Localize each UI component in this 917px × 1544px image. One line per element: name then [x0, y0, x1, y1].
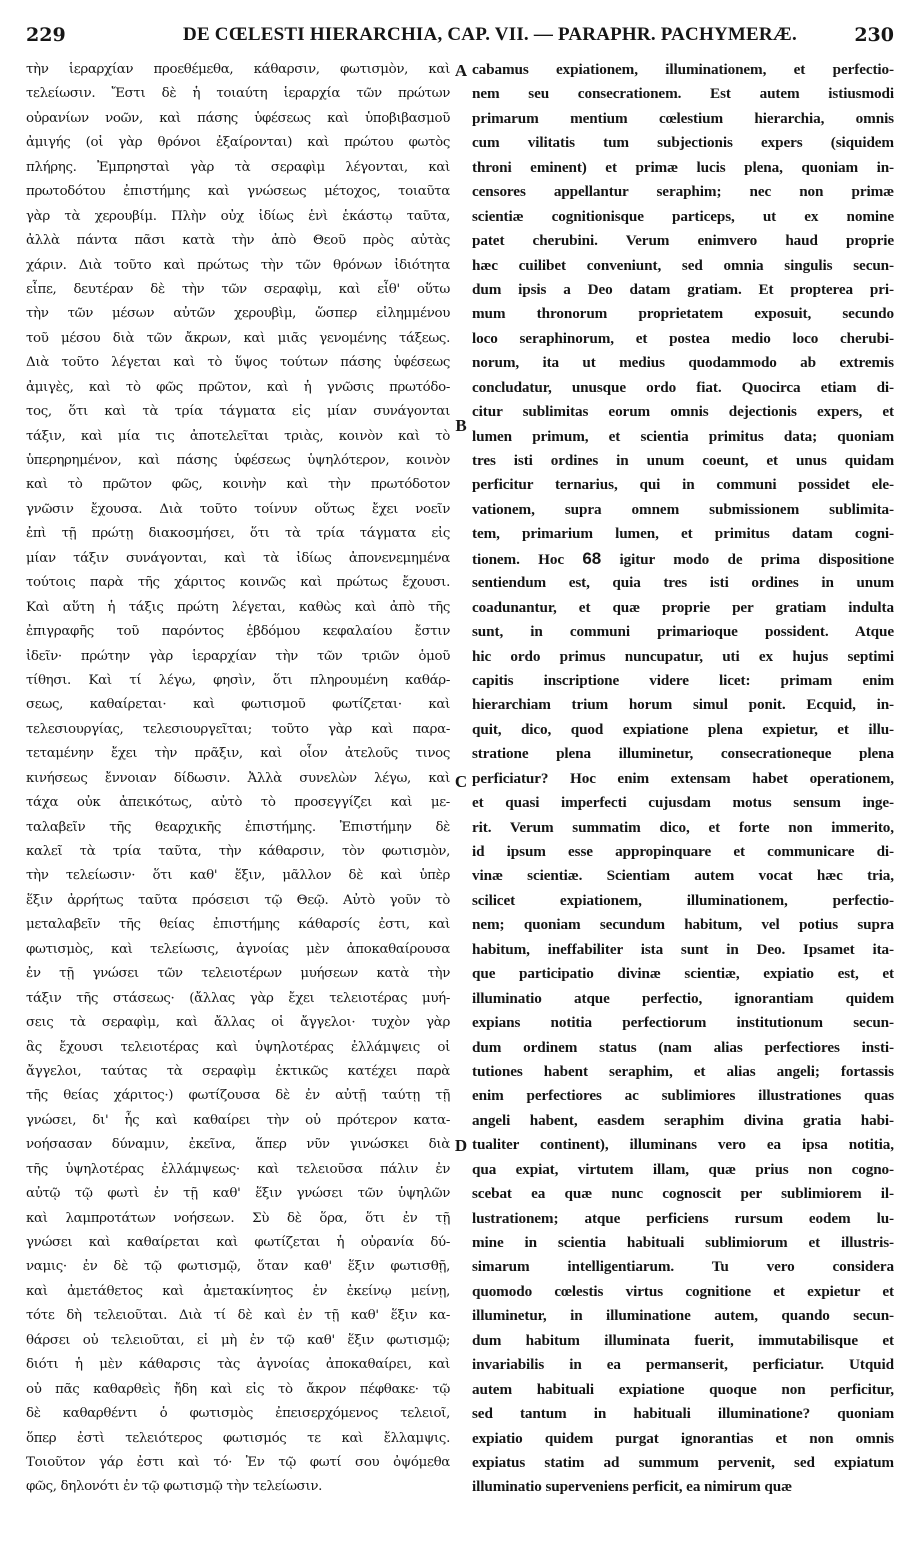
latin-text-line: lustrationem; atque perficiens rursum eodem lu- [472, 1209, 894, 1227]
latin-text-line: qua expiat, virtutem illam, quæ prius non cogno- [472, 1160, 894, 1178]
greek-text-line: γνώσει, δι' ἧς καὶ καθαίρει τὴν οὐ πρότερον κατα- [26, 1112, 450, 1128]
margin-marker-c: C [454, 772, 468, 791]
latin-text-line: illuminatio superveniens perficit, ea nimirum quæ [472, 1478, 792, 1496]
greek-text-line: αὐτῷ τῷ φωτὶ ἐν τῇ καθ' ἕξιν γνώσει τῶν ὑψηλῶν [26, 1186, 450, 1202]
latin-text-line: expiatus statim ad summum pervenit, sed expiatum [472, 1453, 894, 1471]
greek-text-line: ναμις· ἐν δὲ τῷ φωτισμῷ, ὅταν καθ' ἕξιν φωτισθῇ, [26, 1259, 450, 1275]
greek-text-line: ταλαβεῖν τῆς θεαρχικῆς ἐπιστήμης. Ἐπιστήμην δὲ [26, 819, 450, 835]
latin-text-line: mine in scientia habituali sublimiorum et illustris- [472, 1234, 894, 1251]
latin-text-line: loco seraphinorum, et postea medio loco cherubi- [472, 329, 894, 347]
latin-text-line: primarum mentium cœlestium hierarchia, omnis [472, 109, 894, 127]
greek-text-line: φῶς, δηλονότι ἐν τῷ φωτισμῷ τὴν τελείωσιν. [26, 1479, 323, 1495]
greek-text-line: καὶ ἀμετάθετος καὶ ἀμετακίνητος ἐν ἐκείνῳ μείνῃ, [26, 1283, 450, 1299]
latin-text-line: sentiendum est, quia tres isti ordines in unum [472, 574, 894, 592]
latin-text-line: tionem. Hoc 68 igitur modo de prima dispositione [472, 548, 894, 568]
greek-text-line: τότε δὴ τελειοῦται. Διὰ τί δὲ καὶ ἐν τῇ καθ' ἕξιν κα- [26, 1308, 450, 1324]
latin-text-line: lumen primum, et scientia primitus data; quoniam [472, 427, 894, 445]
margin-marker-a: A [454, 61, 468, 80]
greek-text-line: ἕξιν ἀρρήτως ταῦτα πρόσεισι τῷ Θεῷ. Αὐτὸ γοῦν τὸ [26, 892, 450, 908]
greek-text-line: ἐπὶ τῇ πρώτῃ διακοσμήσει, ὅτι τὰ τρία τάγματα εἰς [26, 526, 450, 542]
greek-text-line: Διὰ τοῦτο λέγεται καὶ τὸ ὕψος τούτων πάσης ὑφέσεως [26, 355, 450, 371]
greek-text-line: τάξιν τῆς στάσεως· (ἄλλας γὰρ ἔχει τελειοτέρας μυή- [26, 990, 450, 1006]
latin-text-line: tutiones habent seraphim, et alias angeli; fortassis [472, 1062, 894, 1080]
greek-text-line: τὴν τῶν μέσων αὐτῶν χερουβὶμ, ὥσπερ εἰλημμένου [26, 306, 450, 322]
latin-text-line: perficitur ternarius, qui in communi possidet ele- [472, 476, 894, 494]
greek-text-line: ἐν τῇ γνώσει τῶν τελειοτέρων μυήσεων κατὰ τὴν [26, 966, 450, 982]
greek-text-line: διότι ἡ μὲν κάθαρσις τὰς ἀγνοίας ἀποκαθαίρει, καὶ [26, 1357, 450, 1373]
greek-text-line: τελεσιουργίας, τελεσιουργεῖται; τοῦτο γὰρ καὶ παρα- [26, 721, 450, 737]
latin-text-line: id ipsum esse appropinquare et communicare di- [472, 843, 894, 860]
latin-text-line: capitis inscriptione videre licet: primam enim [472, 671, 894, 689]
greek-text-line: μίαν τάξιν συνάγονται, καὶ τὰ ἰδίως ἀπονενεμημένα [26, 550, 450, 566]
greek-text-line: ἀλλὰ πάντα πᾶσι κατὰ τὴν ἀπὸ Θεοῦ πρὸς αὐτὰς [26, 233, 450, 249]
greek-text-line: ἃς ἔχουσι τελειοτέρας καὶ ὑψηλοτέρας ἐλλάμψεις οἱ [26, 1039, 450, 1055]
greek-text-line: κινήσεως ἔννοιαν δίδωσιν. Ἀλλὰ συνελὼν λέγω, καὶ [26, 770, 450, 786]
latin-text-line: scientiæ cognitionisque particeps, ut ex nomine [472, 207, 894, 225]
latin-text-line: cabamus expiationem, illuminationem, et perfectio- [472, 61, 894, 78]
greek-text-line: γὰρ τὰ χερουβίμ. Πλὴν οὐχ ἰδίως ἑνὶ ἑκάστῳ ταῦτα, [26, 208, 450, 224]
greek-text-line: οὐρανίων νοῶν, καὶ πάσης ὑφέσεως καὶ ὑποβιβασμοῦ [26, 110, 450, 126]
latin-text-line: censores appellantur seraphim; nec non primæ [472, 183, 894, 201]
latin-text-line: quit, dico, quod expiatione plena expietur, et illu- [472, 720, 894, 738]
column-number: 68 [582, 548, 602, 568]
latin-text-line: citur sublimitas eorum omnis dejectionis expers, et [472, 403, 894, 421]
latin-text-line: norum, ita ut medius quodammodo ab extremis [472, 354, 894, 372]
greek-text-line: νοήσασαν δύναμιν, ἐκεῖνα, ἅπερ νῦν γινώσκει διὰ [26, 1137, 450, 1153]
latin-text-line: vinæ scientiæ. Scientiam autem vocat hæc tria, [472, 867, 894, 885]
greek-text-line: Καὶ αὕτη ἡ τάξις πρώτη λέγεται, καθὼς καὶ ἀπὸ τῆς [26, 599, 450, 615]
latin-text-line: patet cherubini. Verum enimvero haud proprie [472, 232, 894, 250]
latin-text-line: hierarchiam trium horum simul ponit. Ecquid, in- [472, 696, 894, 714]
latin-text-line: expians notitia perfectiorum institutionum secun- [472, 1014, 894, 1032]
greek-text-line: τελείωσιν. Ἔστι δὲ ἡ τοιαύτη ἱεραρχία τῶν πρώτων [26, 86, 450, 102]
latin-text-line: dum ordinem status (nam alias perfectiores insti- [472, 1038, 894, 1056]
greek-text-line: ἐπιγραφῆς τοῦ παρόντος ἑβδόμου κεφαλαίου ἔστιν [26, 624, 450, 640]
greek-text-line: σεως, καθαίρεται· καὶ φωτισμοῦ φωτίζεται· καὶ [26, 697, 450, 713]
greek-text-line: τὴν ἱεραρχίαν προεθέμεθα, κάθαρσιν, φωτισμὸν, καὶ [26, 62, 450, 77]
greek-text-line: εἶπε, δευτέραν δὲ τὴν τῶν σεραφὶμ, καὶ εἶθ' οὕτω [26, 281, 450, 297]
greek-text-line: φωτισμὸς, καὶ τελείωσις, ἀγνοίας μὲν ἀποκαθαίρουσα [26, 941, 450, 957]
latin-text-line: throni eminent) et primæ lucis plena, quoniam in- [472, 158, 894, 176]
latin-text-line: expiatio quidem purgat ignorantias et non omnis [472, 1429, 894, 1447]
greek-text-line: τούτοις παρὰ τῆς χάριτος κοινῶς καὶ πρώτως ἔχουσι. [26, 575, 450, 591]
latin-text-line: simarum intelligentiarum. Tu vero considera [472, 1258, 894, 1276]
latin-text-column [472, 58, 894, 1500]
latin-text-line: coadunantur, et quæ proprie per gratiam indulta [472, 598, 894, 616]
latin-text-line: sunt, in communi primarioque possident. Atque [472, 623, 894, 641]
greek-text-line: τάξιν, καὶ μία τις ἀποτελεῖται τριὰς, κοινὸν καὶ τὸ [26, 428, 450, 444]
latin-text-line: dum habitum illuminata fuerit, immutabilisque et [472, 1331, 894, 1349]
greek-text-line: τίθησι. Καὶ τί λέγω, φησὶν, ὅτι πληρουμένη καθάρ- [26, 672, 450, 688]
greek-text-line: πρωτοδότου ἐπιστήμης καὶ γνώσεως μέτοχος, τοιαῦτα [26, 184, 450, 200]
greek-text-line: τοῦ μέσου διὰ τῶν ἄκρων, καὶ μιᾶς γενομένης τάξεως. [26, 330, 450, 346]
greek-text-column [26, 58, 450, 1500]
greek-text-line: ἀμιγὲς, καὶ τὸ φῶς πρῶτον, καὶ ἡ γνῶσις πρωτόδο- [26, 379, 450, 395]
greek-text-line: ἀμιγής (οἱ γὰρ θρόνοι ἐξαίρονται) καὶ πρώτου φωτὸς [26, 135, 450, 151]
greek-text-line: γνῶσιν ἔχουσα. Διὰ τοῦτο τοίνυν οὕτως ἔχει νοεῖν [26, 501, 450, 517]
latin-text-line: autem habituali expiatione quoque non perficitur, [472, 1380, 894, 1398]
latin-text-line: hic ordo primus nuncupatur, uti ex hujus septimi [472, 647, 894, 665]
latin-text-line: tualiter continent), illuminans vero ea ipsa notitia, [472, 1136, 894, 1154]
greek-text-line: πλήρης. Ἐμπρησταὶ γὰρ τὰ σεραφὶμ λέγονται, καὶ [26, 159, 450, 175]
greek-text-line: γνώσει καὶ καθαίρεται καὶ φωτίζεται ἡ οὐρανία δύ- [26, 1235, 450, 1250]
latin-text-line: cum vilitatis tum subjectionis expers (siquidem [472, 134, 894, 152]
latin-text-line: quomodo cœlestis virtus cognitione et expietur et [472, 1282, 894, 1300]
greek-text-line: τὴν τελείωσιν· ὅτι καθ' ἕξιν, μᾶλλον δὲ καὶ ὑπὲρ [26, 868, 450, 884]
greek-text-line: δὲ καθαρθέντι ὁ φωτισμὸς ἐπεισερχόμενος τελειοῖ, [26, 1406, 450, 1422]
latin-text-line: habitum, ineffabiliter ista sunt in Deo. Ipsamet ita- [472, 940, 894, 958]
running-title: DE CŒLESTI HIERARCHIA, CAP. VII. — PARAPHR. PACHYMERÆ. [183, 24, 797, 45]
greek-text-line: καὶ λαμπροτάτων νοήσεων. Σὺ δὲ ὅρα, ὅτι ἐν τῇ [26, 1210, 450, 1226]
greek-text-line: τῆς θείας χάριτος·) φωτίζουσα δὲ ἐν αὐτῇ ταύτῃ τῇ [26, 1088, 450, 1104]
latin-text-line: rit. Verum summatim dico, et forte non immerito, [472, 818, 894, 836]
latin-text-line: nem seu consecrationem. Est autem istiusmodi [472, 85, 894, 103]
latin-text-line: illuminatio atque perfectio, ignorantiam quidem [472, 989, 894, 1007]
latin-text-line: illuminetur, in illuminatione autem, quando secun- [472, 1307, 894, 1325]
latin-text-line: perficiatur? Hoc enim extensam habet operationem, [472, 769, 894, 787]
latin-text-line: nem; quoniam secundum habitum, vel potius supra [472, 916, 894, 934]
greek-text-line: θάρσει οὐ τελειοῦται, εἰ μὴ ἐν τῷ καθ' ἕξιν φωτισμῷ; [26, 1332, 450, 1348]
greek-text-line: ὑπερηρημένον, καὶ πάσης ὑφέσεως ὑψηλότερον, κοινὸν [26, 453, 450, 468]
greek-text-line: τεταμένην ἔχει τὴν πρᾶξιν, καὶ οἷον ἀτελοῦς τινος [26, 746, 450, 762]
margin-marker-d: D [454, 1136, 468, 1155]
greek-text-line: καλεῖ τὰ τρία ταῦτα, τὴν κάθαρσιν, τὸν φωτισμὸν, [26, 844, 450, 859]
greek-text-line: καὶ τὸ πρῶτον φῶς, κοινὴν καὶ τὴν πρωτόδοτον [26, 477, 450, 493]
latin-text-line: que participatio divinæ scientiæ, expiatio est, et [472, 965, 894, 983]
greek-text-line: τῆς ὑψηλοτέρας ἐλλάμψεως· καὶ τελειοῦσα πάλιν ἐν [26, 1161, 450, 1177]
page-number-right: 230 [854, 24, 894, 46]
latin-text-line: tres isti ordines in unum coeunt, et unus quidam [472, 452, 894, 469]
latin-text-line: et quasi imperfecti cujusdam motus sensum inge- [472, 794, 894, 812]
margin-marker-b: B [455, 416, 467, 435]
greek-text-line: Τοιοῦτον γάρ ἐστι καὶ τό· Ἐν τῷ φωτί σου ὀψόμεθα [26, 1454, 450, 1470]
greek-text-line: οὐ πᾶς καθαρθεὶς ἤδη καὶ εἰς τὸ ἄκρον πέφθακε· τῷ [26, 1381, 450, 1397]
greek-text-line: ἰδεῖν· πρώτην γὰρ ἱεραρχίαν τὴν τῶν τριῶν ὁμοῦ [26, 648, 450, 664]
latin-text-line: angeli habent, easdem seraphim divina gratia habi- [472, 1111, 894, 1129]
greek-text-line: σεις τὰ σεραφὶμ, καὶ ἄλλας οἱ ἄγγελοι· τυχὸν γὰρ [26, 1015, 450, 1031]
latin-text-line: hæc cuilibet conveniunt, sed omnia singulis secun- [472, 256, 894, 274]
latin-text-line: scebat ea quæ nunc cognoscit per sublimiorem il- [472, 1185, 894, 1203]
latin-text-line: mum thronorum proprietatem exposuit, secundo [472, 305, 894, 323]
page-number-left: 229 [26, 24, 66, 46]
greek-text-line: τος, ὅτι καὶ τὰ τρία τάγματα εἰς μίαν συνάγονται [26, 404, 450, 420]
latin-text-line: dum ipsis a Deo datam gratiam. Et propterea pri- [472, 280, 894, 298]
latin-text-line: stratione plena illuminetur, consecrationeque plena [472, 745, 894, 763]
latin-text-line: enim perfectiores ac sublimiores illustrationes quas [472, 1087, 894, 1105]
latin-text-line: tem, primarium lumen, et primitus datam cogni- [472, 525, 894, 543]
latin-text-line: concludatur, unusque ordo fiat. Quocirca etiam di- [472, 378, 894, 396]
latin-text-line: sed tantum in habituali illuminatione? quoniam [472, 1405, 894, 1423]
greek-text-line: τάχα οὐκ ἀπεικότως, αὐτὸ τὸ προσεγγίζει καὶ με- [26, 795, 450, 811]
running-header [26, 22, 894, 52]
latin-text-line: invariabilis in ea permanserit, perficiatur. Utquid [472, 1356, 894, 1374]
greek-text-line: ἄγγελοι, ταύτας τὰ σεραφὶμ ἐκτικῶς κατέχει παρὰ [26, 1063, 450, 1079]
greek-text-line: χάριν. Διὰ τοῦτο καὶ πρώτως τὴν τῶν θρόνων ἰδιότητα [26, 257, 450, 273]
greek-text-line: ὅπερ ἐστὶ τελειότερος φωτισμός τε καὶ ἔλλαμψις. [26, 1430, 450, 1446]
latin-text-line: scilicet expiationem, illuminationem, perfectio- [472, 891, 894, 909]
latin-text-line: vationem, supra omnem submissionem sublimita- [472, 500, 894, 518]
greek-text-line: μεταλαβεῖν τῆς θείας ἐπιστήμης κάθαρσίς ἐστι, καὶ [26, 917, 450, 933]
